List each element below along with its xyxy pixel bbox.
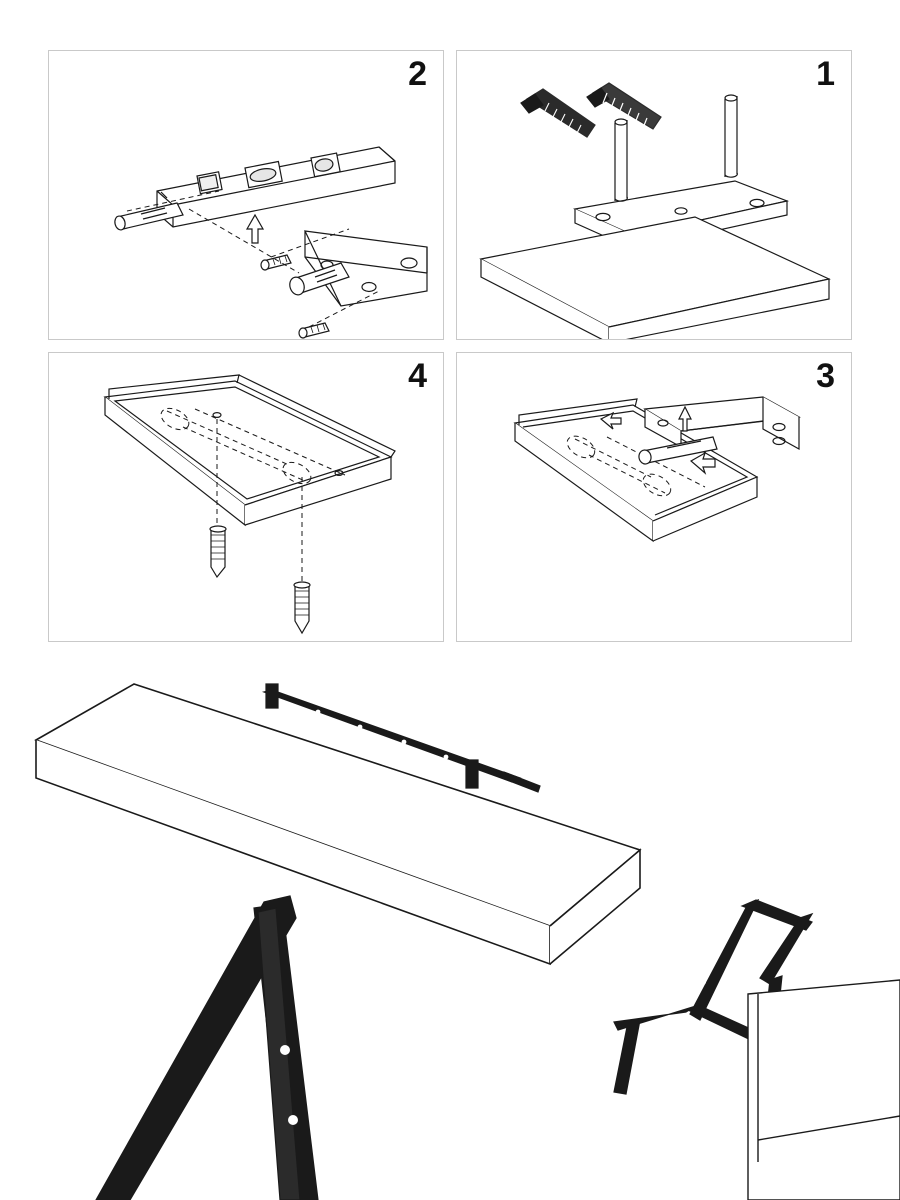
hero-illustration: [0, 650, 900, 1200]
locking-screw-left: [210, 526, 226, 577]
step-number-1: 1: [816, 55, 835, 93]
step-number-4: 4: [408, 357, 427, 395]
up-arrow-icon: [247, 215, 263, 243]
step-number-2: 2: [408, 55, 427, 93]
step-4-illustration: [49, 353, 443, 641]
step-number-3: 3: [816, 357, 835, 395]
support-rod-left: [615, 119, 627, 201]
shelf-edge-detail: [748, 980, 900, 1200]
support-rod-right: [725, 95, 737, 177]
step-panel-grid: [48, 50, 852, 650]
step-panel-2: [48, 50, 444, 340]
wall-bracket-detail-left: [96, 896, 318, 1200]
shelf-board: [481, 217, 829, 340]
step-panel-4: [48, 352, 444, 642]
step-1-illustration: [457, 51, 851, 339]
step-2-illustration: [49, 51, 443, 339]
screw-lower: [299, 323, 329, 338]
locking-screw-right: [294, 582, 310, 633]
shelf-board: [105, 375, 395, 525]
spirit-level-icon: [157, 147, 395, 227]
step-panel-1: [456, 50, 852, 340]
screw-upper: [261, 255, 291, 270]
step-panel-3: [456, 352, 852, 642]
step-3-illustration: [457, 353, 851, 641]
screw-icon: [521, 89, 595, 137]
shelf-board: [36, 684, 640, 964]
